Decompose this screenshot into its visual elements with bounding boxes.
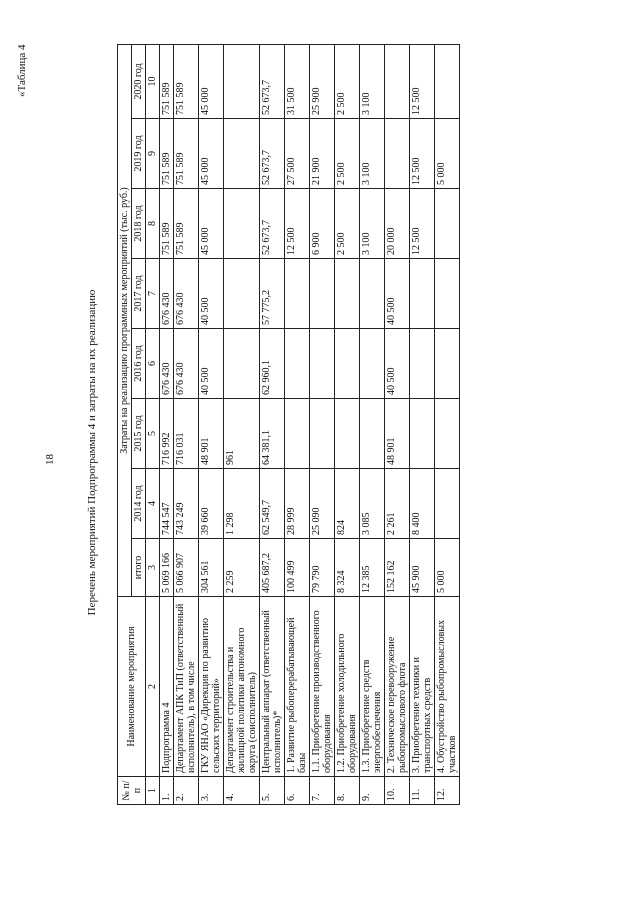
value-cell: 12 500 xyxy=(410,44,435,118)
value-cell xyxy=(310,399,335,469)
value-cell xyxy=(360,329,385,399)
value-cell: 744 547 xyxy=(160,469,174,539)
value-cell: 40 500 xyxy=(385,259,410,329)
activity-name-cell: 4. Обустройство рыбопромысловых участков xyxy=(435,597,460,777)
column-number: 7 xyxy=(146,259,160,329)
value-cell: 48 901 xyxy=(199,399,224,469)
row-number-cell: 4. xyxy=(224,777,260,805)
value-cell xyxy=(435,329,460,399)
value-cell: 25 900 xyxy=(310,44,335,118)
header-year: 2019 год xyxy=(132,119,146,189)
value-cell: 751 589 xyxy=(160,189,174,259)
value-cell: 3 100 xyxy=(360,44,385,118)
table-row xyxy=(360,44,385,804)
row-number-cell: 11. xyxy=(410,777,435,805)
value-cell xyxy=(224,259,260,329)
table-caption: «Таблица 4 xyxy=(16,44,28,97)
value-cell: 39 660 xyxy=(199,469,224,539)
activity-name-cell: Центральный аппарат (ответственный исполнитель)* xyxy=(260,597,285,777)
value-cell: 45 000 xyxy=(199,44,224,118)
value-cell: 751 589 xyxy=(160,44,174,118)
header-year: 2015 год xyxy=(132,399,146,469)
value-cell: 45 000 xyxy=(199,119,224,189)
value-cell: 405 687,2 xyxy=(260,539,285,597)
value-cell: 100 499 xyxy=(285,539,310,597)
value-cell: 716 992 xyxy=(160,399,174,469)
table-row xyxy=(224,44,260,804)
value-cell: 3 100 xyxy=(360,189,385,259)
value-cell: 2 500 xyxy=(335,189,360,259)
value-cell xyxy=(435,399,460,469)
activity-name-cell: Департамент АПК ТиП (ответственный исполнитель), в том числе xyxy=(174,597,199,777)
row-number-cell: 8. xyxy=(335,777,360,805)
value-cell: 57 775,2 xyxy=(260,259,285,329)
value-cell xyxy=(410,329,435,399)
activity-name-cell: 1.3. Приобретение средств энергообеспечения xyxy=(360,597,385,777)
table-row xyxy=(335,44,360,804)
value-cell: 304 561 xyxy=(199,539,224,597)
value-cell xyxy=(224,44,260,118)
value-cell: 12 500 xyxy=(285,189,310,259)
header-year: 2020 год xyxy=(132,44,146,118)
value-cell: 79 790 xyxy=(310,539,335,597)
value-cell: 2 500 xyxy=(335,44,360,118)
table-row xyxy=(285,44,310,804)
table-row xyxy=(174,44,199,804)
value-cell xyxy=(285,329,310,399)
row-number-cell: 7. xyxy=(310,777,335,805)
value-cell: 751 589 xyxy=(174,44,199,118)
value-cell xyxy=(310,259,335,329)
header-total: итого xyxy=(132,539,146,597)
value-cell: 751 589 xyxy=(174,189,199,259)
value-cell: 2 500 xyxy=(335,119,360,189)
value-cell: 5 000 xyxy=(435,119,460,189)
value-cell: 6 900 xyxy=(310,189,335,259)
value-cell: 27 500 xyxy=(285,119,310,189)
value-cell xyxy=(285,399,310,469)
value-cell: 961 xyxy=(224,399,260,469)
row-number-cell: 10. xyxy=(385,777,410,805)
activity-name-cell: 1.2. Приобретение холодильного оборудования xyxy=(335,597,360,777)
value-cell: 676 430 xyxy=(174,329,199,399)
table-row xyxy=(260,44,285,804)
value-cell xyxy=(435,189,460,259)
value-cell: 676 430 xyxy=(174,259,199,329)
value-cell: 3 085 xyxy=(360,469,385,539)
table-row xyxy=(160,44,174,804)
value-cell: 5 000 xyxy=(435,539,460,597)
value-cell xyxy=(285,259,310,329)
value-cell: 743 249 xyxy=(174,469,199,539)
value-cell: 5 066 907 xyxy=(174,539,199,597)
activity-name-cell: ГКУ ЯНАО «Дирекция по развитию сельских территорий» xyxy=(199,597,224,777)
value-cell: 3 100 xyxy=(360,119,385,189)
value-cell xyxy=(224,189,260,259)
value-cell: 824 xyxy=(335,469,360,539)
value-cell: 62 960,1 xyxy=(260,329,285,399)
activity-name-cell: 2. Техническое перевооружение рыбопромыслового флота xyxy=(385,597,410,777)
value-cell: 28 999 xyxy=(285,469,310,539)
value-cell: 2 259 xyxy=(224,539,260,597)
value-cell: 40 500 xyxy=(199,259,224,329)
value-cell: 5 069 166 xyxy=(160,539,174,597)
value-cell: 21 900 xyxy=(310,119,335,189)
value-cell xyxy=(335,329,360,399)
value-cell: 1 298 xyxy=(224,469,260,539)
activity-name-cell: 1.1. Приобретение производственного оборудования xyxy=(310,597,335,777)
activity-name-cell: Департамент строительства и жилищной политики автономного округа (соисполнитель) xyxy=(224,597,260,777)
value-cell xyxy=(435,259,460,329)
table-body xyxy=(160,44,460,804)
value-cell xyxy=(360,259,385,329)
value-cell: 751 589 xyxy=(160,119,174,189)
value-cell: 31 500 xyxy=(285,44,310,118)
row-number-cell: 6. xyxy=(285,777,310,805)
value-cell xyxy=(310,329,335,399)
column-number: 10 xyxy=(146,44,160,118)
header-year: 2017 год xyxy=(132,259,146,329)
value-cell: 676 430 xyxy=(160,259,174,329)
value-cell: 45 900 xyxy=(410,539,435,597)
column-number: 5 xyxy=(146,399,160,469)
value-cell: 12 500 xyxy=(410,189,435,259)
row-number-cell: 1. xyxy=(160,777,174,805)
header-year: 2016 год xyxy=(132,329,146,399)
value-cell: 48 901 xyxy=(385,399,410,469)
value-cell xyxy=(385,119,410,189)
table-row xyxy=(385,44,410,804)
header-name: Наименование мероприятия xyxy=(118,597,146,777)
activity-name-cell: Подпрограмма 4 xyxy=(160,597,174,777)
column-number: 3 xyxy=(146,539,160,597)
column-number: 8 xyxy=(146,189,160,259)
value-cell: 20 000 xyxy=(385,189,410,259)
column-number: 9 xyxy=(146,119,160,189)
activity-name-cell: 3. Приобретение техники и транспортных средств xyxy=(410,597,435,777)
value-cell: 52 673,7 xyxy=(260,189,285,259)
value-cell: 2 261 xyxy=(385,469,410,539)
row-number-cell: 9. xyxy=(360,777,385,805)
value-cell xyxy=(435,469,460,539)
table-row xyxy=(199,44,224,804)
value-cell: 12 385 xyxy=(360,539,385,597)
value-cell: 12 500 xyxy=(410,119,435,189)
value-cell xyxy=(335,259,360,329)
table-row xyxy=(310,44,335,804)
value-cell xyxy=(385,44,410,118)
row-number-cell: 2. xyxy=(174,777,199,805)
value-cell xyxy=(410,259,435,329)
value-cell: 64 381,1 xyxy=(260,399,285,469)
value-cell: 52 673,7 xyxy=(260,119,285,189)
value-cell xyxy=(435,44,460,118)
value-cell: 45 000 xyxy=(199,189,224,259)
header-no: № п/п xyxy=(118,777,146,805)
header-year: 2018 год xyxy=(132,189,146,259)
value-cell: 676 430 xyxy=(160,329,174,399)
value-cell: 8 400 xyxy=(410,469,435,539)
table-row xyxy=(410,44,435,804)
column-number-row xyxy=(146,44,160,804)
value-cell: 751 589 xyxy=(174,119,199,189)
value-cell: 8 324 xyxy=(335,539,360,597)
row-number-cell: 12. xyxy=(435,777,460,805)
value-cell: 40 500 xyxy=(385,329,410,399)
value-cell: 40 500 xyxy=(199,329,224,399)
page-number: 18 xyxy=(44,454,56,465)
value-cell xyxy=(335,399,360,469)
value-cell xyxy=(410,399,435,469)
column-number: 2 xyxy=(146,597,160,777)
value-cell xyxy=(360,399,385,469)
column-number: 6 xyxy=(146,329,160,399)
value-cell xyxy=(224,119,260,189)
column-number: 1 xyxy=(146,777,160,805)
column-number: 4 xyxy=(146,469,160,539)
row-number-cell: 3. xyxy=(199,777,224,805)
value-cell xyxy=(224,329,260,399)
header-year: 2014 год xyxy=(132,469,146,539)
value-cell: 716 031 xyxy=(174,399,199,469)
value-cell: 25 090 xyxy=(310,469,335,539)
document-title: Перечень мероприятий Подпрограммы 4 и затраты на их реализацию xyxy=(86,289,98,616)
value-cell: 52 673,7 xyxy=(260,44,285,118)
costs-table xyxy=(117,44,460,805)
header-costs: Затраты на реализацию программных мероприятий (тыс. руб.) xyxy=(118,44,132,596)
row-number-cell: 5. xyxy=(260,777,285,805)
value-cell: 62 549,7 xyxy=(260,469,285,539)
activity-name-cell: 1. Развитие рыбоперерабатывающей базы xyxy=(285,597,310,777)
table-row xyxy=(435,44,460,804)
value-cell: 152 162 xyxy=(385,539,410,597)
